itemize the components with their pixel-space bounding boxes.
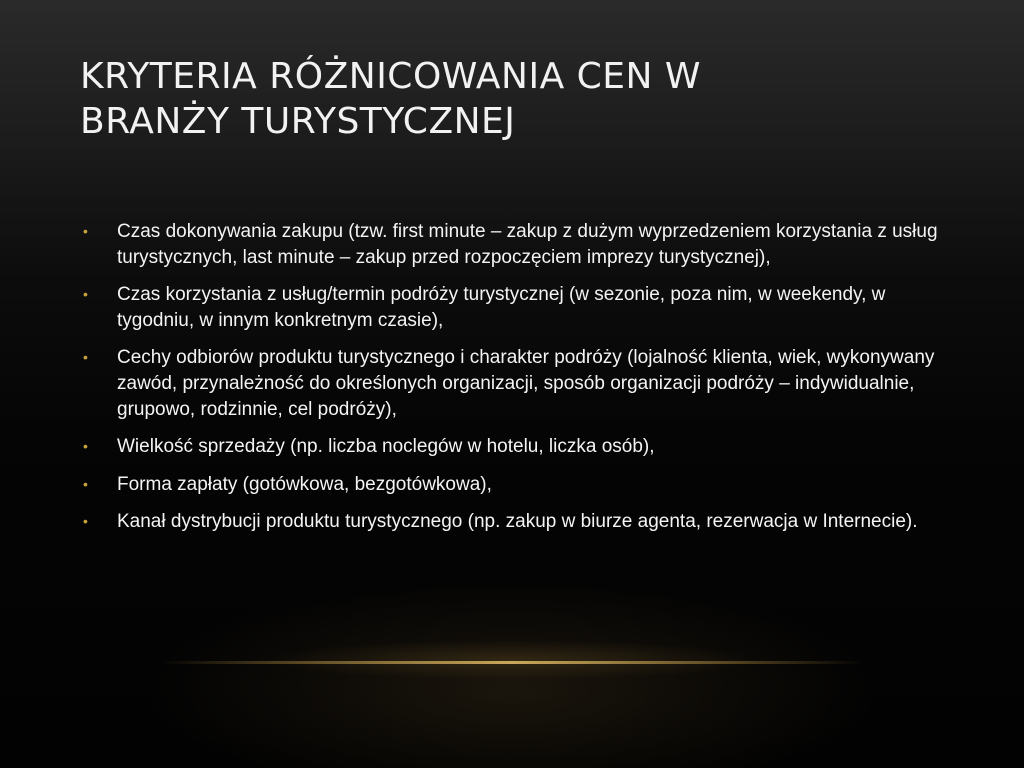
bullet-item <box>80 219 950 270</box>
bullet-item <box>80 472 950 498</box>
bullet-text: Cechy odbiorów produktu turystycznego i charakter podróży (lojalność klienta, wiek, wykonywany zawód, przynależność do określonych organizacji, sposób organizacji podróży – indywidualnie, grupowo, rodzinnie, cel podróży), <box>117 347 935 420</box>
bullet-icon: • <box>83 475 88 492</box>
bullet-item <box>80 509 950 535</box>
bullet-list <box>80 219 950 547</box>
decorative-glow <box>260 640 764 680</box>
bullet-text: Wielkość sprzedaży (np. liczba noclegów w hotelu, liczka osób), <box>117 436 655 458</box>
bullet-text: Czas dokonywania zakupu (tzw. first minute – zakup z dużym wyprzedzeniem korzystania z usług turystycznych, last minute – zakup przed rozpoczęciem imprezy turystycznej), <box>117 221 938 268</box>
bullet-icon: • <box>83 286 88 303</box>
slide-title <box>80 54 940 144</box>
bullet-text: Czas korzystania z usług/termin podróży turystycznej (w sezonie, poza nim, w weekendy, w tygodniu, w innym konkretnym czasie), <box>117 284 886 331</box>
bullet-icon: • <box>83 223 88 239</box>
bullet-item <box>80 282 950 333</box>
bullet-item <box>80 345 950 422</box>
bullet-text: Kanał dystrybucji produktu turystycznego (np. zakup w biurze agenta, rezerwacja w Internecie). <box>117 511 918 533</box>
bullet-text: Forma zapłaty (gotówkowa, bezgotówkowa), <box>117 473 492 495</box>
bullet-item <box>80 434 950 460</box>
decorative-gold-line <box>160 661 864 664</box>
slide-title-line-2: BRANŻY TURYSTYCZNEJ <box>80 101 516 142</box>
bullet-icon: • <box>83 349 88 366</box>
bullet-icon: • <box>83 438 88 455</box>
slide-title-line-1: KRYTERIA RÓŻNICOWANIA CEN W <box>80 56 701 97</box>
bullet-icon: • <box>83 513 88 530</box>
